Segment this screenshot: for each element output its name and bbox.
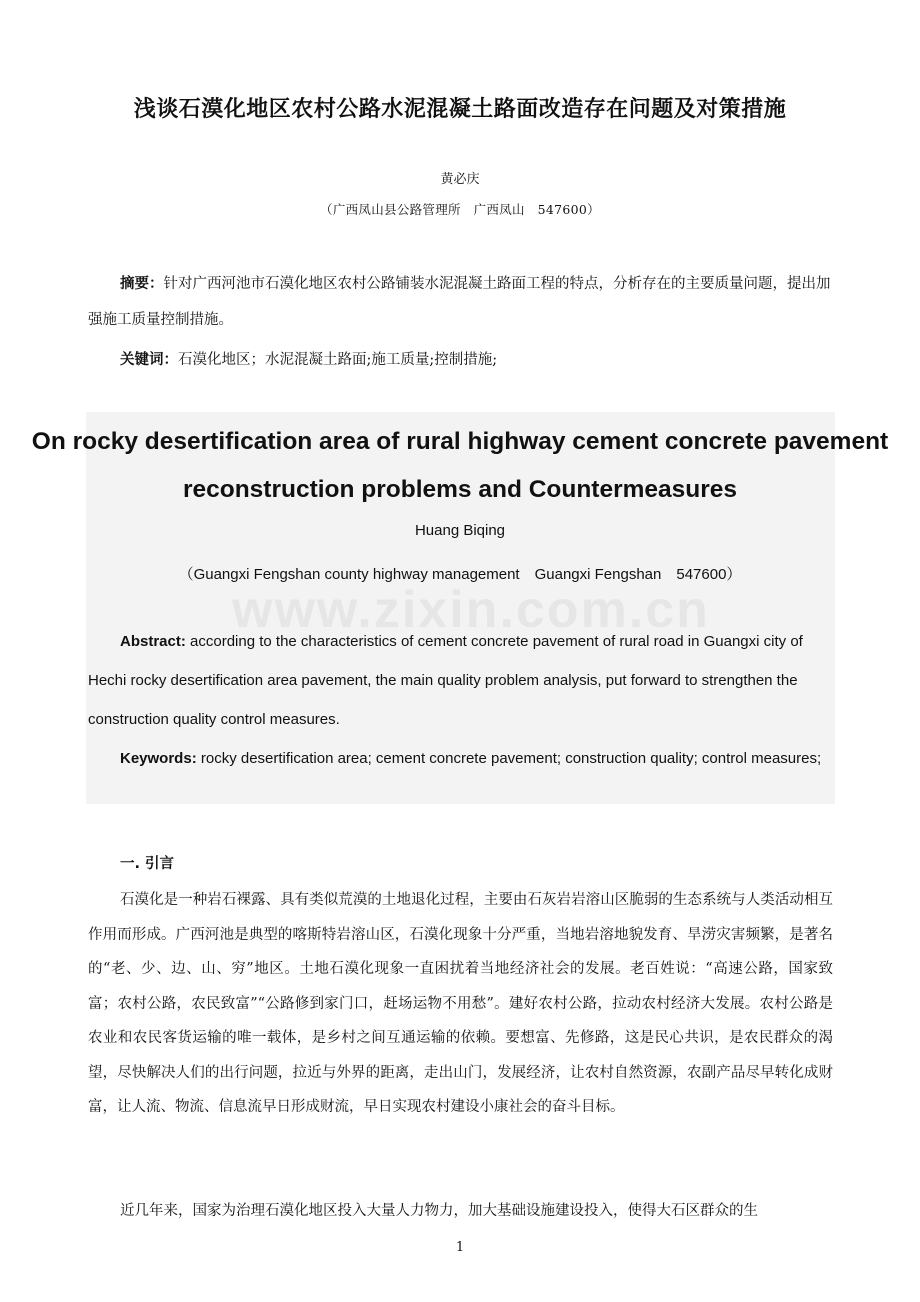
page-number: 1	[455, 1240, 465, 1255]
chinese-keywords-text: 石漠化地区；水泥混凝土路面;施工质量;控制措施;	[178, 352, 498, 368]
chinese-keywords-label: 关键词：	[120, 352, 178, 368]
english-author: Huang Biqing	[414, 522, 506, 539]
english-abstract-label: Abstract:	[120, 633, 186, 650]
english-keywords	[88, 739, 833, 778]
chinese-keywords	[88, 342, 833, 378]
chinese-title: 浅谈石漠化地区农村公路水泥混凝土路面改造存在问题及对策措施	[133, 97, 787, 122]
english-affiliation: （Guangxi Fengshan county highway management Guangxi Fengshan 547600）	[178, 566, 742, 583]
english-abstract-text: according to the characteristics of cement concrete pavement of rural road in Guangxi city of Hechi rocky desertification area pavement, the main quality problem analysis, put forward to strengthen the construction quality control measures.	[88, 633, 803, 728]
section-heading: 一. 引言	[120, 856, 175, 872]
body-paragraph-1: 石漠化是一种岩石裸露、具有类似荒漠的土地退化过程，主要由石灰岩岩溶山区脆弱的生态系统与人类活动相互作用而形成。广西河池是典型的喀斯特岩溶山区，石漠化现象十分严重，当地岩溶地貌发育、旱涝灾害频繁，是著名的“老、少、边、山、穷”地区。土地石漠化现象一直困扰着当地经济社会的发展。老百姓说：“高速公路，国家致富；农村公路，农民致富”“公路修到家门口，赶场运物不用愁”。建好农村公路，拉动农村经济大发展。农村公路是农业和农民客货运输的唯一载体，是乡村之间互通运输的依赖。要想富、先修路，这是民心共识，是农民群众的渴望，尽快解决人们的出行问题，拉近与外界的距离，走出山门，发展经济，让农村自然资源，农副产品尽早转化成财富，让人流、物流、信息流早日形成财流，早日实现农村建设小康社会的奋斗目标。	[88, 892, 833, 1115]
chinese-abstract-text: 针对广西河池市石漠化地区农村公路铺装水泥混凝土路面工程的特点，分析存在的主要质量问题，提出加强施工质量控制措施。	[88, 276, 831, 328]
english-keywords-label: Keywords:	[120, 750, 197, 767]
chinese-abstract	[88, 266, 833, 338]
body-paragraph-2: 近几年来，国家为治理石漠化地区投入大量人力物力，加大基础设施建设投入，使得大石区群众的生	[120, 1203, 758, 1219]
watermark: www.zixin.com.cn	[232, 581, 710, 639]
chinese-author: 黄必庆	[440, 172, 480, 187]
english-keywords-text: rocky desertification area; cement concrete pavement; construction quality; control measures;	[196, 750, 822, 767]
chinese-affiliation: （广西凤山县公路管理所 广西凤山 547600）	[320, 202, 600, 217]
english-title: On rocky desertification area of rural highway cement concrete pavement reconstruction problems and Countermeasures	[31, 428, 889, 503]
chinese-abstract-label: 摘要：	[120, 276, 164, 292]
